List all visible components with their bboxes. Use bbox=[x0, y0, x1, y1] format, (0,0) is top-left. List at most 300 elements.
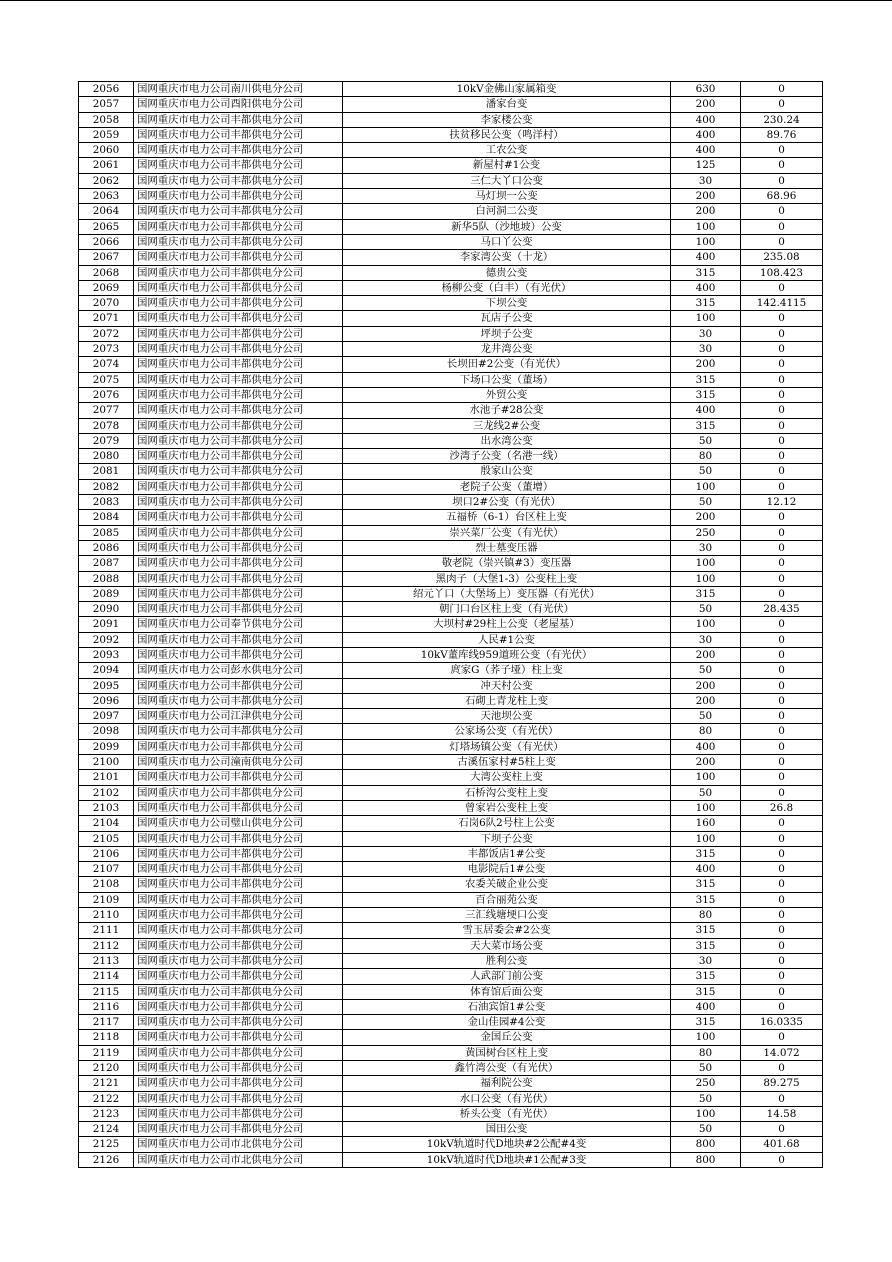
value-cell: 0 bbox=[741, 82, 823, 97]
value-cell: 0 bbox=[741, 1152, 823, 1167]
company-cell: 国网重庆市电力公司丰都供电分公司 bbox=[134, 234, 343, 249]
company-cell: 国网重庆市电力公司市北供电分公司 bbox=[134, 1152, 343, 1167]
company-cell: 国网重庆市电力公司丰都供电分公司 bbox=[134, 938, 343, 953]
row-number-cell: 2096 bbox=[79, 693, 134, 708]
table-row bbox=[79, 556, 823, 571]
row-number-cell: 2070 bbox=[79, 296, 134, 311]
value-cell: 0 bbox=[741, 311, 823, 326]
row-number-cell: 2078 bbox=[79, 418, 134, 433]
row-number-cell: 2084 bbox=[79, 510, 134, 525]
row-number-cell: 2124 bbox=[79, 1122, 134, 1137]
station-name-cell: 丰都饭店1#公变 bbox=[343, 846, 671, 861]
station-name-cell: 马灯坝一公变 bbox=[343, 189, 671, 204]
table-row bbox=[79, 342, 823, 357]
value-cell: 0 bbox=[741, 1030, 823, 1045]
table-row bbox=[79, 189, 823, 204]
row-number-cell: 2104 bbox=[79, 816, 134, 831]
table-row bbox=[79, 984, 823, 999]
station-name-cell: 10kV轨道时代D地块#2公配#4变 bbox=[343, 1137, 671, 1152]
table-row bbox=[79, 387, 823, 402]
table-row bbox=[79, 1152, 823, 1167]
table-row bbox=[79, 800, 823, 815]
capacity-cell: 100 bbox=[671, 234, 741, 249]
capacity-cell: 80 bbox=[671, 449, 741, 464]
capacity-cell: 315 bbox=[671, 586, 741, 601]
company-cell: 国网重庆市电力公司丰都供电分公司 bbox=[134, 296, 343, 311]
capacity-cell: 80 bbox=[671, 1045, 741, 1060]
row-number-cell: 2125 bbox=[79, 1137, 134, 1152]
capacity-cell: 315 bbox=[671, 846, 741, 861]
value-cell: 230.24 bbox=[741, 112, 823, 127]
capacity-cell: 800 bbox=[671, 1137, 741, 1152]
capacity-cell: 100 bbox=[671, 479, 741, 494]
station-name-cell: 烈士墓变压器 bbox=[343, 540, 671, 555]
value-cell: 0 bbox=[741, 862, 823, 877]
table-row bbox=[79, 586, 823, 601]
value-cell: 14.58 bbox=[741, 1106, 823, 1121]
table-row bbox=[79, 999, 823, 1014]
row-number-cell: 2059 bbox=[79, 127, 134, 142]
value-cell: 0 bbox=[741, 816, 823, 831]
row-number-cell: 2089 bbox=[79, 586, 134, 601]
company-cell: 国网重庆市电力公司丰都供电分公司 bbox=[134, 387, 343, 402]
company-cell: 国网重庆市电力公司丰都供电分公司 bbox=[134, 831, 343, 846]
row-number-cell: 2103 bbox=[79, 800, 134, 815]
company-cell: 国网重庆市电力公司丰都供电分公司 bbox=[134, 892, 343, 907]
station-name-cell: 冲天村公变 bbox=[343, 678, 671, 693]
row-number-cell: 2116 bbox=[79, 999, 134, 1014]
capacity-cell: 100 bbox=[671, 1030, 741, 1045]
row-number-cell: 2105 bbox=[79, 831, 134, 846]
row-number-cell: 2076 bbox=[79, 387, 134, 402]
row-number-cell: 2080 bbox=[79, 449, 134, 464]
row-number-cell: 2083 bbox=[79, 495, 134, 510]
value-cell: 0 bbox=[741, 785, 823, 800]
value-cell: 16.0335 bbox=[741, 1015, 823, 1030]
station-name-cell: 人民#1公变 bbox=[343, 632, 671, 647]
value-cell: 0 bbox=[741, 204, 823, 219]
table-row bbox=[79, 479, 823, 494]
capacity-cell: 200 bbox=[671, 97, 741, 112]
row-number-cell: 2063 bbox=[79, 189, 134, 204]
station-name-cell: 李家湾公变（十龙） bbox=[343, 250, 671, 265]
value-cell: 0 bbox=[741, 984, 823, 999]
row-number-cell: 2126 bbox=[79, 1152, 134, 1167]
value-cell: 0 bbox=[741, 1122, 823, 1137]
capacity-cell: 400 bbox=[671, 127, 741, 142]
capacity-cell: 200 bbox=[671, 357, 741, 372]
station-name-cell: 10kV轨道时代D地块#1公配#3变 bbox=[343, 1152, 671, 1167]
value-cell: 0 bbox=[741, 234, 823, 249]
station-name-cell: 出水湾公变 bbox=[343, 433, 671, 448]
value-cell: 0 bbox=[741, 449, 823, 464]
station-name-cell: 曾家岩公变柱上变 bbox=[343, 800, 671, 815]
value-cell: 0 bbox=[741, 877, 823, 892]
value-cell: 0 bbox=[741, 418, 823, 433]
company-cell: 国网重庆市电力公司丰都供电分公司 bbox=[134, 495, 343, 510]
capacity-cell: 400 bbox=[671, 143, 741, 158]
row-number-cell: 2088 bbox=[79, 571, 134, 586]
table-row bbox=[79, 173, 823, 188]
capacity-cell: 250 bbox=[671, 1076, 741, 1091]
company-cell: 国网重庆市电力公司潼南供电分公司 bbox=[134, 755, 343, 770]
row-number-cell: 2069 bbox=[79, 280, 134, 295]
table-row bbox=[79, 739, 823, 754]
company-cell: 国网重庆市电力公司丰都供电分公司 bbox=[134, 250, 343, 265]
company-cell: 国网重庆市电力公司丰都供电分公司 bbox=[134, 877, 343, 892]
company-cell: 国网重庆市电力公司丰都供电分公司 bbox=[134, 647, 343, 662]
company-cell: 国网重庆市电力公司丰都供电分公司 bbox=[134, 479, 343, 494]
capacity-cell: 50 bbox=[671, 709, 741, 724]
table-row bbox=[79, 219, 823, 234]
value-cell: 0 bbox=[741, 571, 823, 586]
station-name-cell: 人武部门前公变 bbox=[343, 969, 671, 984]
table-row bbox=[79, 1106, 823, 1121]
capacity-cell: 100 bbox=[671, 571, 741, 586]
company-cell: 国网重庆市电力公司彭水供电分公司 bbox=[134, 663, 343, 678]
table-row bbox=[79, 280, 823, 295]
row-number-cell: 2092 bbox=[79, 632, 134, 647]
capacity-cell: 50 bbox=[671, 663, 741, 678]
value-cell: 0 bbox=[741, 479, 823, 494]
transformer-table bbox=[78, 81, 823, 1168]
station-name-cell: 工农公变 bbox=[343, 143, 671, 158]
station-name-cell: 潘家台变 bbox=[343, 97, 671, 112]
company-cell: 国网重庆市电力公司丰都供电分公司 bbox=[134, 525, 343, 540]
company-cell: 国网重庆市电力公司丰都供电分公司 bbox=[134, 540, 343, 555]
company-cell: 国网重庆市电力公司丰都供电分公司 bbox=[134, 632, 343, 647]
company-cell: 国网重庆市电力公司丰都供电分公司 bbox=[134, 785, 343, 800]
value-cell: 0 bbox=[741, 97, 823, 112]
table-row bbox=[79, 1015, 823, 1030]
station-name-cell: 朝门口台区柱上变（有光伏） bbox=[343, 602, 671, 617]
row-number-cell: 2115 bbox=[79, 984, 134, 999]
value-cell: 0 bbox=[741, 831, 823, 846]
capacity-cell: 315 bbox=[671, 984, 741, 999]
capacity-cell: 315 bbox=[671, 938, 741, 953]
station-name-cell: 三龙线2#公变 bbox=[343, 418, 671, 433]
value-cell: 0 bbox=[741, 938, 823, 953]
company-cell: 国网重庆市电力公司丰都供电分公司 bbox=[134, 846, 343, 861]
table-row bbox=[79, 770, 823, 785]
value-cell: 0 bbox=[741, 969, 823, 984]
company-cell: 国网重庆市电力公司丰都供电分公司 bbox=[134, 433, 343, 448]
capacity-cell: 50 bbox=[671, 785, 741, 800]
company-cell: 国网重庆市电力公司丰都供电分公司 bbox=[134, 571, 343, 586]
capacity-cell: 80 bbox=[671, 908, 741, 923]
company-cell: 国网重庆市电力公司丰都供电分公司 bbox=[134, 158, 343, 173]
company-cell: 国网重庆市电力公司丰都供电分公司 bbox=[134, 923, 343, 938]
value-cell: 401.68 bbox=[741, 1137, 823, 1152]
capacity-cell: 100 bbox=[671, 770, 741, 785]
capacity-cell: 400 bbox=[671, 403, 741, 418]
row-number-cell: 2066 bbox=[79, 234, 134, 249]
row-number-cell: 2108 bbox=[79, 877, 134, 892]
capacity-cell: 50 bbox=[671, 495, 741, 510]
capacity-cell: 100 bbox=[671, 311, 741, 326]
value-cell: 12.12 bbox=[741, 495, 823, 510]
capacity-cell: 315 bbox=[671, 387, 741, 402]
company-cell: 国网重庆市电力公司丰都供电分公司 bbox=[134, 127, 343, 142]
capacity-cell: 315 bbox=[671, 265, 741, 280]
company-cell: 国网重庆市电力公司丰都供电分公司 bbox=[134, 739, 343, 754]
capacity-cell: 315 bbox=[671, 892, 741, 907]
page-top-border bbox=[0, 0, 892, 1]
station-name-cell: 桥头公变（有光伏） bbox=[343, 1106, 671, 1121]
company-cell: 国网重庆市电力公司丰都供电分公司 bbox=[134, 693, 343, 708]
value-cell: 0 bbox=[741, 357, 823, 372]
capacity-cell: 200 bbox=[671, 189, 741, 204]
company-cell: 国网重庆市电力公司丰都供电分公司 bbox=[134, 342, 343, 357]
company-cell: 国网重庆市电力公司南川供电分公司 bbox=[134, 82, 343, 97]
company-cell: 国网重庆市电力公司市北供电分公司 bbox=[134, 1137, 343, 1152]
capacity-cell: 50 bbox=[671, 1061, 741, 1076]
table-row bbox=[79, 846, 823, 861]
table-row bbox=[79, 571, 823, 586]
capacity-cell: 400 bbox=[671, 250, 741, 265]
table-body bbox=[79, 82, 823, 1168]
value-cell: 0 bbox=[741, 540, 823, 555]
station-name-cell: 福利院公变 bbox=[343, 1076, 671, 1091]
capacity-cell: 200 bbox=[671, 755, 741, 770]
value-cell: 0 bbox=[741, 372, 823, 387]
table-row bbox=[79, 1091, 823, 1106]
table-row bbox=[79, 938, 823, 953]
value-cell: 0 bbox=[741, 739, 823, 754]
value-cell: 0 bbox=[741, 510, 823, 525]
station-name-cell: 水口公变（有光伏） bbox=[343, 1091, 671, 1106]
row-number-cell: 2071 bbox=[79, 311, 134, 326]
value-cell: 89.275 bbox=[741, 1076, 823, 1091]
station-name-cell: 石桥沟公变柱上变 bbox=[343, 785, 671, 800]
capacity-cell: 315 bbox=[671, 923, 741, 938]
value-cell: 0 bbox=[741, 923, 823, 938]
company-cell: 国网重庆市电力公司丰都供电分公司 bbox=[134, 449, 343, 464]
capacity-cell: 50 bbox=[671, 1091, 741, 1106]
table-row bbox=[79, 143, 823, 158]
station-name-cell: 白河洞二公变 bbox=[343, 204, 671, 219]
value-cell: 0 bbox=[741, 846, 823, 861]
value-cell: 235.08 bbox=[741, 250, 823, 265]
capacity-cell: 100 bbox=[671, 800, 741, 815]
company-cell: 国网重庆市电力公司丰都供电分公司 bbox=[134, 311, 343, 326]
value-cell: 14.072 bbox=[741, 1045, 823, 1060]
table-row bbox=[79, 97, 823, 112]
row-number-cell: 2087 bbox=[79, 556, 134, 571]
row-number-cell: 2072 bbox=[79, 326, 134, 341]
table-row bbox=[79, 540, 823, 555]
row-number-cell: 2110 bbox=[79, 908, 134, 923]
company-cell: 国网重庆市电力公司丰都供电分公司 bbox=[134, 770, 343, 785]
capacity-cell: 200 bbox=[671, 510, 741, 525]
table-row bbox=[79, 923, 823, 938]
station-name-cell: 扶贫移民公变（鸣洋村） bbox=[343, 127, 671, 142]
table-row bbox=[79, 617, 823, 632]
station-name-cell: 下坝子公变 bbox=[343, 831, 671, 846]
row-number-cell: 2060 bbox=[79, 143, 134, 158]
capacity-cell: 30 bbox=[671, 173, 741, 188]
table-row bbox=[79, 1076, 823, 1091]
station-name-cell: 鑫竹湾公变（有光伏） bbox=[343, 1061, 671, 1076]
company-cell: 国网重庆市电力公司丰都供电分公司 bbox=[134, 1061, 343, 1076]
company-cell: 国网重庆市电力公司丰都供电分公司 bbox=[134, 999, 343, 1014]
table-row bbox=[79, 464, 823, 479]
row-number-cell: 2075 bbox=[79, 372, 134, 387]
value-cell: 108.423 bbox=[741, 265, 823, 280]
table-row bbox=[79, 678, 823, 693]
row-number-cell: 2082 bbox=[79, 479, 134, 494]
station-name-cell: 新华5队（沙地坡）公变 bbox=[343, 219, 671, 234]
capacity-cell: 100 bbox=[671, 617, 741, 632]
table-row bbox=[79, 877, 823, 892]
capacity-cell: 200 bbox=[671, 204, 741, 219]
value-cell: 0 bbox=[741, 709, 823, 724]
value-cell: 0 bbox=[741, 617, 823, 632]
row-number-cell: 2073 bbox=[79, 342, 134, 357]
capacity-cell: 125 bbox=[671, 158, 741, 173]
capacity-cell: 400 bbox=[671, 862, 741, 877]
company-cell: 国网重庆市电力公司丰都供电分公司 bbox=[134, 602, 343, 617]
row-number-cell: 2122 bbox=[79, 1091, 134, 1106]
row-number-cell: 2119 bbox=[79, 1045, 134, 1060]
table-row bbox=[79, 1137, 823, 1152]
company-cell: 国网重庆市电力公司丰都供电分公司 bbox=[134, 464, 343, 479]
station-name-cell: 天大菜市场公变 bbox=[343, 938, 671, 953]
capacity-cell: 400 bbox=[671, 739, 741, 754]
capacity-cell: 50 bbox=[671, 1122, 741, 1137]
capacity-cell: 100 bbox=[671, 556, 741, 571]
table-row bbox=[79, 250, 823, 265]
capacity-cell: 50 bbox=[671, 464, 741, 479]
station-name-cell: 殷家山公变 bbox=[343, 464, 671, 479]
station-name-cell: 庹家G（荞子垭）柱上变 bbox=[343, 663, 671, 678]
row-number-cell: 2065 bbox=[79, 219, 134, 234]
company-cell: 国网重庆市电力公司丰都供电分公司 bbox=[134, 189, 343, 204]
table-row bbox=[79, 602, 823, 617]
station-name-cell: 马口丫公变 bbox=[343, 234, 671, 249]
station-name-cell: 长坝田#2公变（有光伏） bbox=[343, 357, 671, 372]
table-row bbox=[79, 265, 823, 280]
table-row bbox=[79, 357, 823, 372]
company-cell: 国网重庆市电力公司丰都供电分公司 bbox=[134, 173, 343, 188]
table-row bbox=[79, 127, 823, 142]
station-name-cell: 外贸公变 bbox=[343, 387, 671, 402]
station-name-cell: 下场口公变（董场） bbox=[343, 372, 671, 387]
station-name-cell: 10kV董库线959道班公变（有光伏） bbox=[343, 647, 671, 662]
capacity-cell: 50 bbox=[671, 433, 741, 448]
capacity-cell: 200 bbox=[671, 693, 741, 708]
company-cell: 国网重庆市电力公司丰都供电分公司 bbox=[134, 953, 343, 968]
table-row bbox=[79, 647, 823, 662]
capacity-cell: 100 bbox=[671, 831, 741, 846]
station-name-cell: 坝口2#公变（有光伏） bbox=[343, 495, 671, 510]
capacity-cell: 315 bbox=[671, 877, 741, 892]
station-name-cell: 公家场公变（有光伏） bbox=[343, 724, 671, 739]
row-number-cell: 2057 bbox=[79, 97, 134, 112]
station-name-cell: 沙湾子公变（名港一线） bbox=[343, 449, 671, 464]
capacity-cell: 400 bbox=[671, 112, 741, 127]
row-number-cell: 2109 bbox=[79, 892, 134, 907]
row-number-cell: 2106 bbox=[79, 846, 134, 861]
value-cell: 0 bbox=[741, 755, 823, 770]
company-cell: 国网重庆市电力公司丰都供电分公司 bbox=[134, 678, 343, 693]
company-cell: 国网重庆市电力公司丰都供电分公司 bbox=[134, 418, 343, 433]
table-row bbox=[79, 693, 823, 708]
table-row bbox=[79, 632, 823, 647]
station-name-cell: 敬老院（崇兴镇#3）变压器 bbox=[343, 556, 671, 571]
capacity-cell: 30 bbox=[671, 632, 741, 647]
table-row bbox=[79, 816, 823, 831]
station-name-cell: 胜利公变 bbox=[343, 953, 671, 968]
value-cell: 0 bbox=[741, 556, 823, 571]
row-number-cell: 2086 bbox=[79, 540, 134, 555]
row-number-cell: 2100 bbox=[79, 755, 134, 770]
table-row bbox=[79, 403, 823, 418]
row-number-cell: 2085 bbox=[79, 525, 134, 540]
value-cell: 0 bbox=[741, 158, 823, 173]
company-cell: 国网重庆市电力公司丰都供电分公司 bbox=[134, 586, 343, 601]
table-row bbox=[79, 862, 823, 877]
value-cell: 0 bbox=[741, 143, 823, 158]
value-cell: 0 bbox=[741, 892, 823, 907]
row-number-cell: 2077 bbox=[79, 403, 134, 418]
capacity-cell: 400 bbox=[671, 999, 741, 1014]
station-name-cell: 金国丘公变 bbox=[343, 1030, 671, 1045]
company-cell: 国网重庆市电力公司丰都供电分公司 bbox=[134, 1106, 343, 1121]
company-cell: 国网重庆市电力公司丰都供电分公司 bbox=[134, 372, 343, 387]
company-cell: 国网重庆市电力公司丰都供电分公司 bbox=[134, 908, 343, 923]
station-name-cell: 五福桥（6-1）台区柱上变 bbox=[343, 510, 671, 525]
table-row bbox=[79, 433, 823, 448]
row-number-cell: 2068 bbox=[79, 265, 134, 280]
value-cell: 28.435 bbox=[741, 602, 823, 617]
company-cell: 国网重庆市电力公司丰都供电分公司 bbox=[134, 280, 343, 295]
value-cell: 0 bbox=[741, 724, 823, 739]
station-name-cell: 下坝公变 bbox=[343, 296, 671, 311]
capacity-cell: 30 bbox=[671, 342, 741, 357]
table-row bbox=[79, 663, 823, 678]
table-row bbox=[79, 372, 823, 387]
station-name-cell: 三汇线塘埂口公变 bbox=[343, 908, 671, 923]
station-name-cell: 德贵公变 bbox=[343, 265, 671, 280]
row-number-cell: 2114 bbox=[79, 969, 134, 984]
row-number-cell: 2079 bbox=[79, 433, 134, 448]
row-number-cell: 2101 bbox=[79, 770, 134, 785]
value-cell: 26.8 bbox=[741, 800, 823, 815]
company-cell: 国网重庆市电力公司丰都供电分公司 bbox=[134, 1091, 343, 1106]
value-cell: 0 bbox=[741, 663, 823, 678]
company-cell: 国网重庆市电力公司璧山供电分公司 bbox=[134, 816, 343, 831]
value-cell: 0 bbox=[741, 280, 823, 295]
table-row bbox=[79, 234, 823, 249]
row-number-cell: 2123 bbox=[79, 1106, 134, 1121]
row-number-cell: 2074 bbox=[79, 357, 134, 372]
row-number-cell: 2093 bbox=[79, 647, 134, 662]
capacity-cell: 315 bbox=[671, 969, 741, 984]
station-name-cell: 水池子#28公变 bbox=[343, 403, 671, 418]
row-number-cell: 2121 bbox=[79, 1076, 134, 1091]
row-number-cell: 2067 bbox=[79, 250, 134, 265]
company-cell: 国网重庆市电力公司丰都供电分公司 bbox=[134, 556, 343, 571]
station-name-cell: 新屋村#1公变 bbox=[343, 158, 671, 173]
station-name-cell: 老院子公变（董增） bbox=[343, 479, 671, 494]
capacity-cell: 200 bbox=[671, 647, 741, 662]
company-cell: 国网重庆市电力公司丰都供电分公司 bbox=[134, 1015, 343, 1030]
station-name-cell: 坪坝子公变 bbox=[343, 326, 671, 341]
value-cell: 0 bbox=[741, 342, 823, 357]
station-name-cell: 李家楼公变 bbox=[343, 112, 671, 127]
capacity-cell: 30 bbox=[671, 326, 741, 341]
